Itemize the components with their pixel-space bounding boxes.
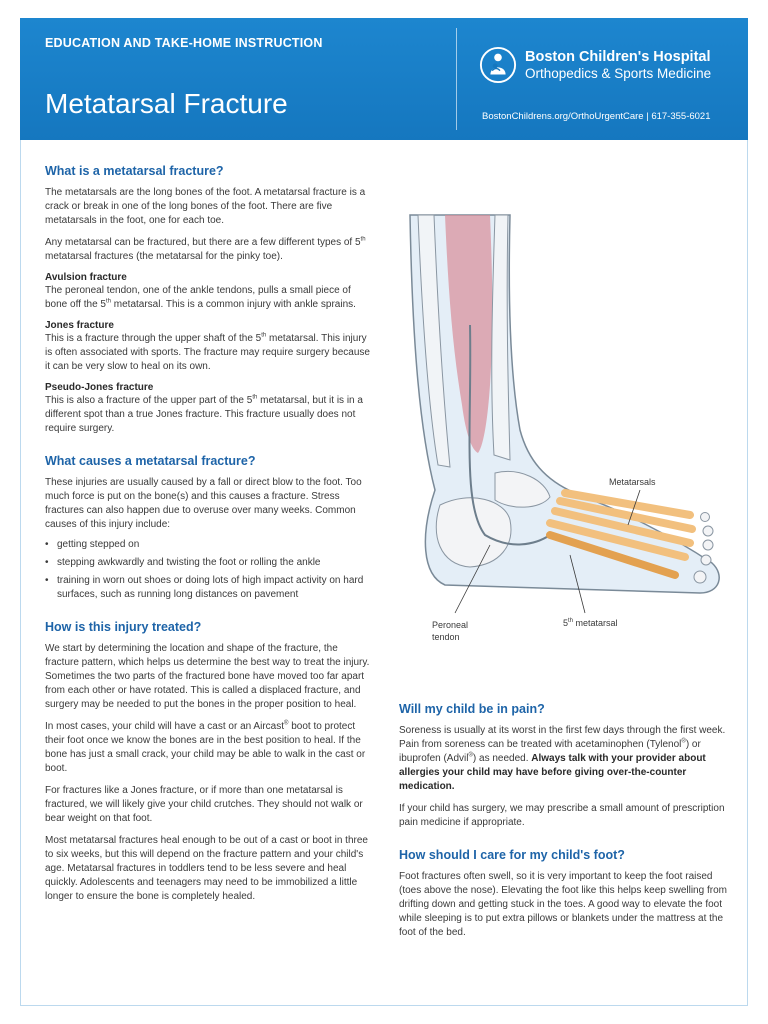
heading-causes: What causes a metatarsal fracture? — [45, 454, 256, 468]
pseudo-jones-paragraph: This is also a fracture of the upper part of the 5th metatarsal, but it is in a different spot than a true Jones fracture. This fracture usually does not require surgery. — [45, 394, 363, 434]
section-causes — [45, 454, 373, 602]
heading-care: How should I care for my child's foot? — [399, 848, 625, 862]
brand-subtitle: Orthopedics & Sports Medicine — [525, 66, 712, 81]
left-column — [45, 164, 373, 922]
causes-paragraph: These injuries are usually caused by a fall or direct blow to the foot. Too much force is put on the bone(s) and this causes a fracture. Stress fractures can also happen due to overuse over many weeks. Common causes of this injury include: — [45, 477, 362, 530]
section-care — [399, 848, 731, 940]
heading-pseudo-jones: Pseudo-Jones fracture — [45, 382, 154, 393]
foot-illustration — [400, 205, 730, 645]
label-fifth-metatarsal: 5th metatarsal — [563, 618, 618, 628]
what-paragraph-1: The metatarsals are the long bones of the foot. A metatarsal fracture is a crack or break in one of the long bones of the foot. There are five metatarsals in the foot, one for each toe. — [45, 187, 366, 226]
header-banner — [20, 18, 748, 140]
hospital-logo-icon — [479, 46, 517, 84]
header-divider — [456, 28, 457, 130]
care-paragraph: Foot fractures often swell, so it is very important to keep the foot raised (toes above the nose). Elevating the foot like this helps keep swelling from drifting down and getting stuck in the toes. A good way to elevate the foot while sleeping is to put extra pillows or blankets under the mattress at the foot of the bed. — [399, 871, 727, 938]
jones-paragraph: This is a fracture through the upper shaft of the 5th metatarsal. This injury is often associated with sports. The fracture may require surgery because it can be very slow to heal on its own. — [45, 332, 370, 372]
heading-treated: How is this injury treated? — [45, 620, 202, 634]
avulsion-paragraph: The peroneal tendon, one of the ankle tendons, pulls a small piece of bone off the 5th metatarsal. This is a common injury with ankle sprains. — [45, 285, 356, 310]
list-item: • training in worn out shoes or doing lots of high impact activity on hard surfaces, such as running long distances on pavement — [45, 574, 373, 602]
treated-paragraph-3: For fractures like a Jones fracture, or if more than one metatarsal is fractured, we will likely give your child crutches. They should not walk or bear weight on that foot. — [45, 785, 363, 824]
heading-avulsion: Avulsion fracture — [45, 272, 127, 283]
treated-paragraph-1: We start by determining the location and shape of the fracture, the fracture pattern, which helps us determine the best way to treat the injury. Sometimes the two parts of the fractured bone have moved too far apart from each other or have rotated. This is called a displaced fracture, and surgery may be needed to put the bones in the proper position to heal. — [45, 643, 370, 710]
section-pain — [399, 702, 731, 830]
brand-name: Boston Children's Hospital — [525, 49, 711, 65]
what-paragraph-2: Any metatarsal can be fractured, but there are a few different types of 5th metatarsal fractures (the metatarsal for the pinky toe). — [45, 236, 366, 262]
contact-line: BostonChildrens.org/OrthoUrgentCare | 617-355-6021 — [482, 111, 711, 122]
causes-list — [45, 538, 373, 602]
pain-paragraph-1: Soreness is usually at its worst in the first few days through the first week. Pain from soreness can be treated with acetaminophen (Tylenol®) or ibuprofen (Advil®) as needed. Always talk with your provider about allergies your child may have before giving over-the-counter medication. — [399, 725, 726, 792]
section-treated — [45, 620, 373, 904]
list-item: • getting stepped on — [45, 538, 373, 552]
treated-paragraph-2: In most cases, your child will have a cast or an Aircast® boot to protect their foot once we know the bones are in the best position to heal. If the bone has just a small crack, your child may be able to walk in the cast or boot. — [45, 720, 366, 774]
brand-block — [479, 46, 711, 84]
section-what — [45, 164, 373, 436]
label-metatarsals: Metatarsals — [609, 477, 656, 487]
pain-paragraph-2: If your child has surgery, we may prescribe a small amount of prescription pain medicine if appropriate. — [399, 803, 725, 828]
treated-paragraph-4: Most metatarsal fractures heal enough to be out of a cast or boot in three to six weeks, but this will depend on the fracture pattern and your child's age. Metatarsal fractures in toddlers tend to be less severe and heal quickly. Adolescents and teenagers may need to be immobilized a little longer to ensure the bone is completely healed. — [45, 835, 368, 902]
page-title: Metatarsal Fracture — [45, 88, 288, 119]
header-kicker: EDUCATION AND TAKE-HOME INSTRUCTION — [45, 36, 323, 50]
heading-what: What is a metatarsal fracture? — [45, 164, 224, 178]
list-item: • stepping awkwardly and twisting the foot or rolling the ankle — [45, 556, 373, 570]
right-column — [399, 702, 731, 958]
heading-jones: Jones fracture — [45, 320, 114, 331]
heading-pain: Will my child be in pain? — [399, 702, 545, 716]
label-peroneal-tendon: Peroneal tendon — [432, 620, 469, 642]
